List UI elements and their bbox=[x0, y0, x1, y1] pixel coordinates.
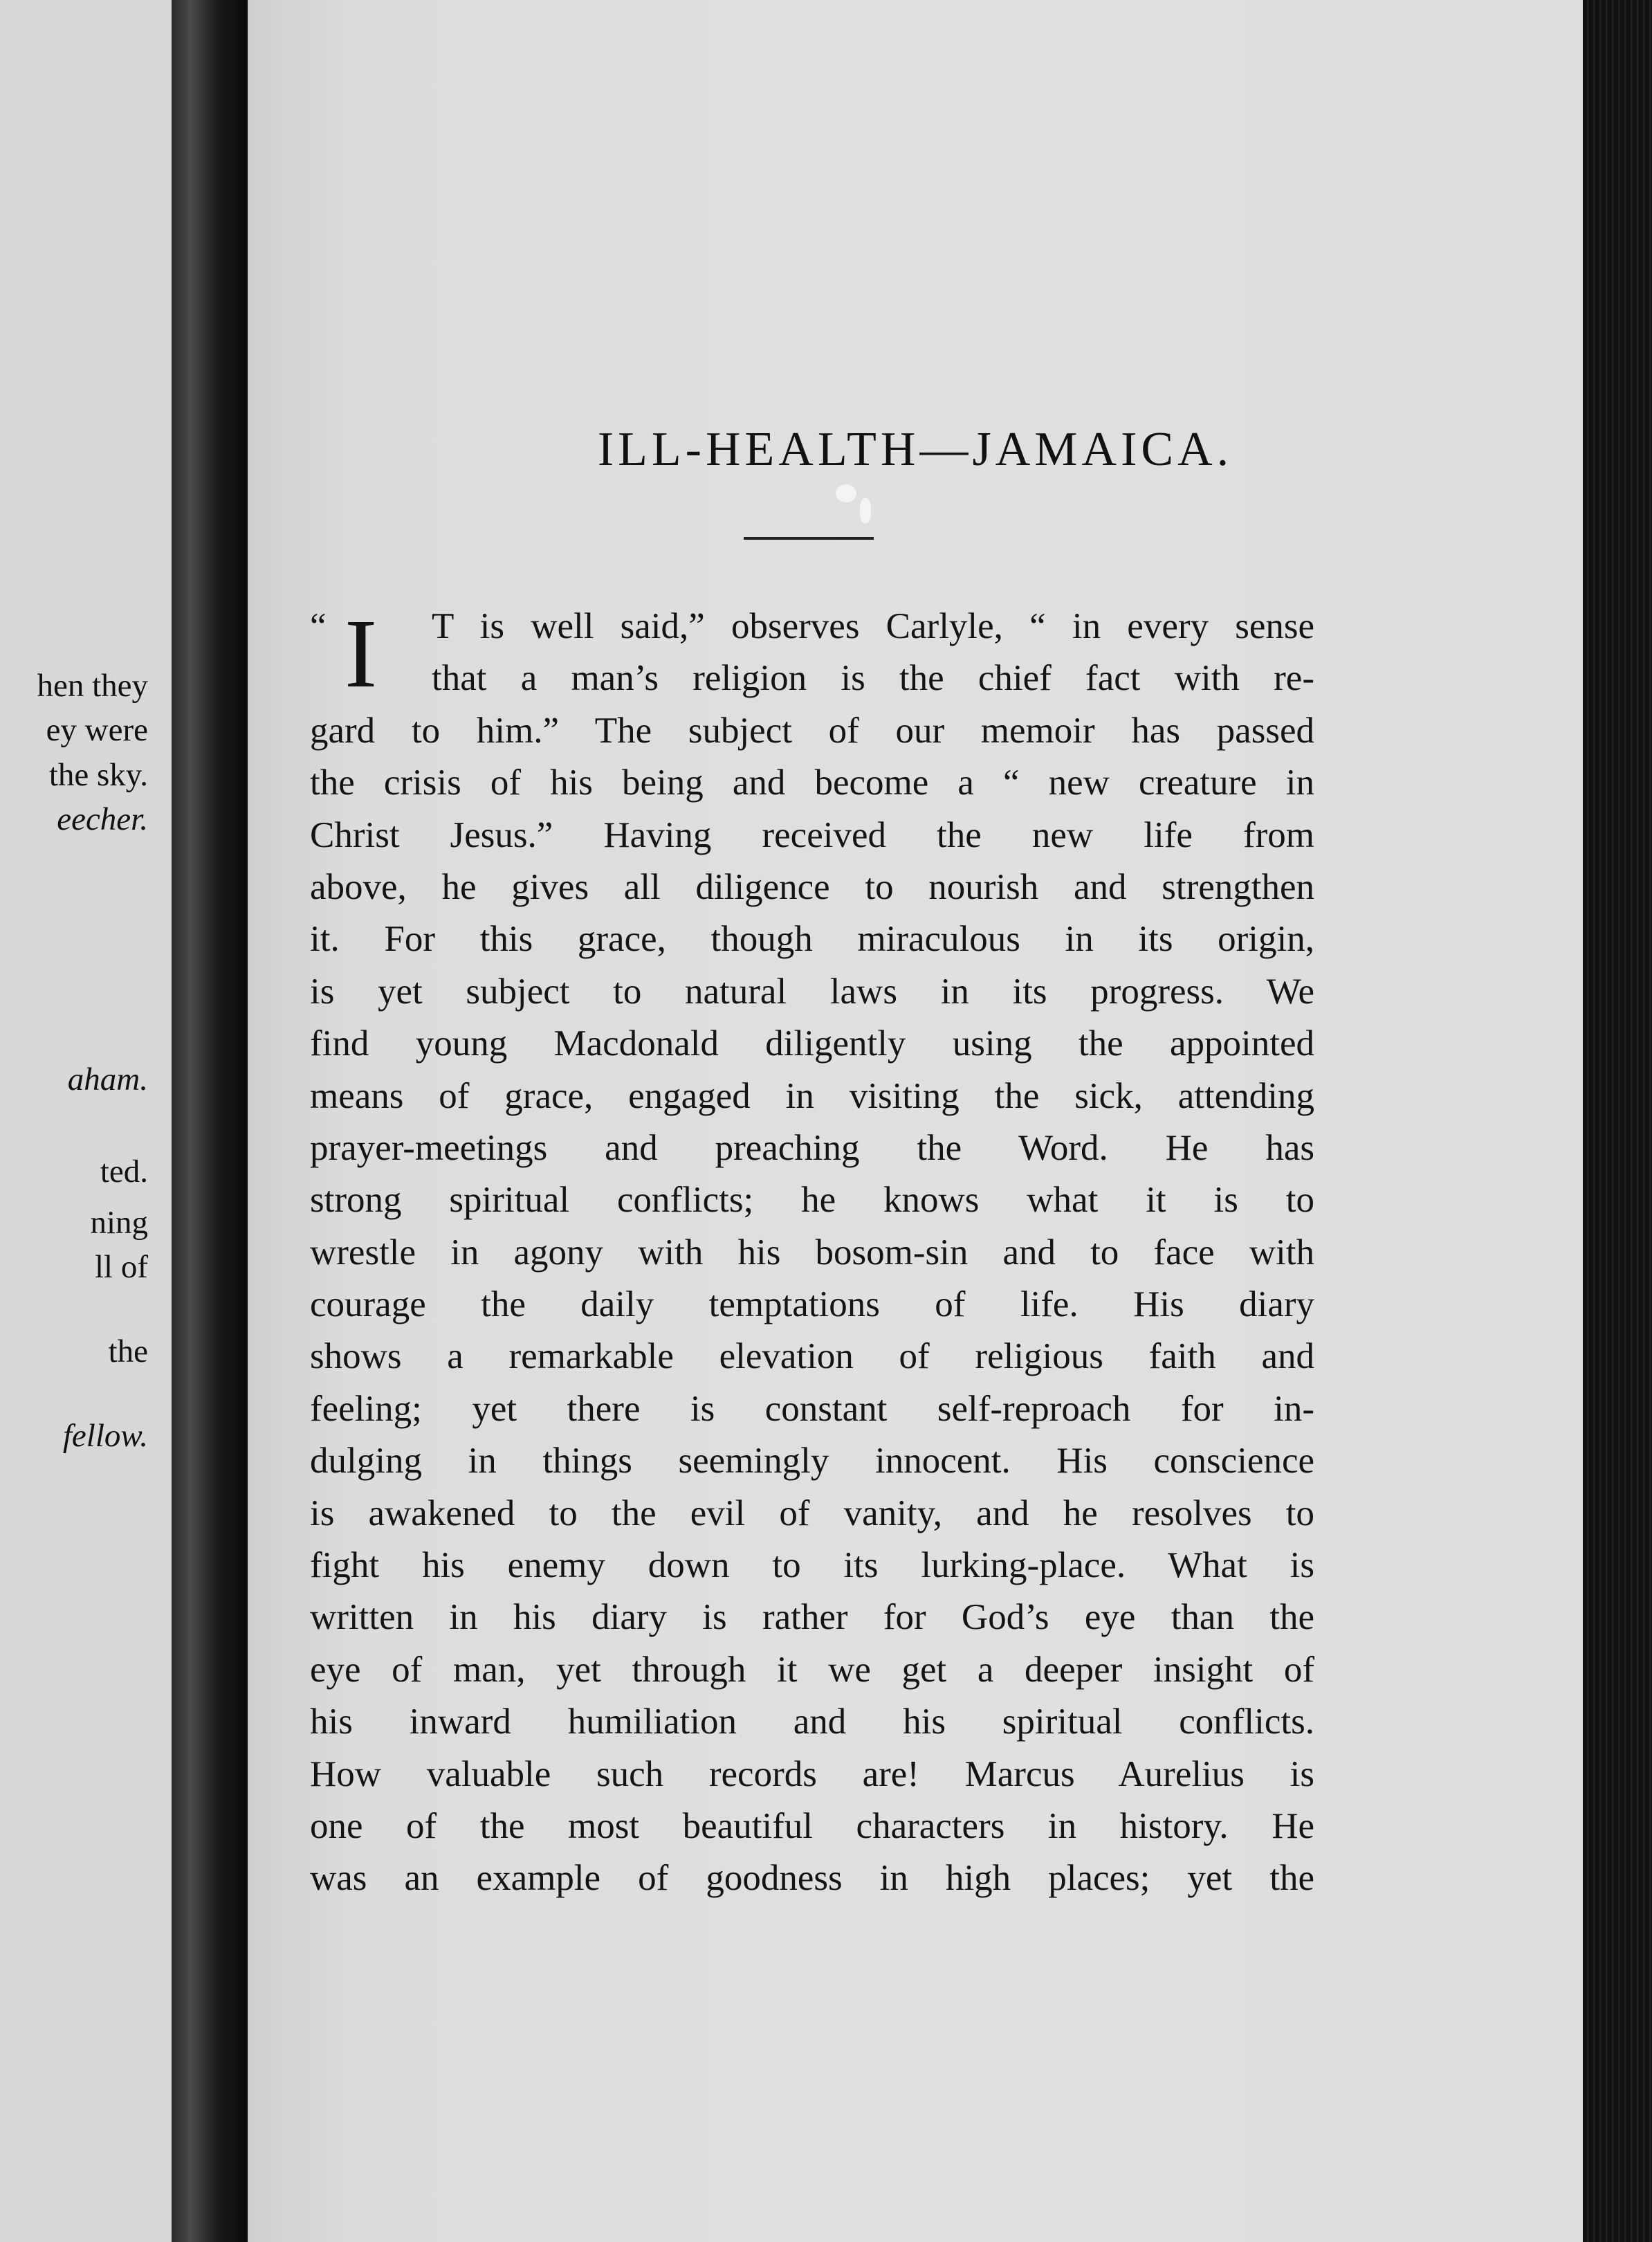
left-page-line: aham. bbox=[67, 1061, 148, 1097]
left-page-line: hen they bbox=[37, 668, 148, 704]
title-rule bbox=[744, 537, 874, 540]
previous-page-fragment bbox=[0, 0, 172, 2242]
text-line: is awakened to the evil of vanity, and he resolves to bbox=[310, 1493, 1314, 1533]
left-page-line: ning bbox=[90, 1205, 148, 1241]
text-line: prayer-meetings and preaching the Word. He has bbox=[310, 1127, 1314, 1168]
text-line: T is well said,” observes Carlyle, “ in every sense bbox=[432, 606, 1314, 646]
paper-blemish bbox=[836, 484, 856, 502]
chapter-title: ILL-HEALTH—JAMAICA. bbox=[597, 423, 1233, 476]
left-page-line: the bbox=[108, 1333, 148, 1369]
body-text bbox=[310, 601, 1314, 1905]
left-page-line: ll of bbox=[94, 1249, 148, 1285]
book-gutter bbox=[172, 0, 248, 2242]
text-line: fight his enemy down to its lurking-place. What is bbox=[310, 1545, 1314, 1586]
text-line: gard to him.” The subject of our memoir has passed bbox=[310, 710, 1314, 751]
opening-lines bbox=[310, 599, 1314, 708]
left-page-line: fellow. bbox=[62, 1418, 148, 1454]
text-line: above, he gives all diligence to nourish and strengthen bbox=[310, 866, 1314, 907]
left-page-line: the sky. bbox=[48, 757, 148, 793]
text-line: strong spiritual conflicts; he knows what it is to bbox=[310, 1180, 1314, 1221]
text-line: it. For this grace, though miraculous in its origin, bbox=[310, 919, 1314, 960]
text-line: means of grace, engaged in visiting the sick, attending bbox=[310, 1075, 1314, 1116]
text-line: find young Macdonald diligently using the appointed bbox=[310, 1023, 1314, 1064]
text-line: was an example of goodness in high places; yet the bbox=[310, 1858, 1314, 1899]
text-line: How valuable such records are! Marcus Aurelius is bbox=[310, 1753, 1314, 1794]
text-line: shows a remarkable elevation of religious faith and bbox=[310, 1336, 1314, 1377]
left-page-line: ted. bbox=[100, 1154, 148, 1190]
text-line: written in his diary is rather for God’s eye than the bbox=[310, 1597, 1314, 1638]
drop-cap: I bbox=[345, 599, 378, 708]
paper-blemish bbox=[860, 498, 871, 523]
left-page-line: ey were bbox=[46, 712, 148, 748]
text-line: his inward humiliation and his spiritual conflicts. bbox=[310, 1702, 1314, 1742]
left-page-line: eecher. bbox=[57, 801, 148, 837]
text-line: the crisis of his being and become a “ new creature in bbox=[310, 763, 1314, 803]
text-line: courage the daily temptations of life. His diary bbox=[310, 1284, 1314, 1325]
text-line: is yet subject to natural laws in its progress. We bbox=[310, 971, 1314, 1012]
text-line: Christ Jesus.” Having received the new life from bbox=[310, 814, 1314, 855]
text-line: that a man’s religion is the chief fact with re- bbox=[432, 658, 1314, 699]
text-line: eye of man, yet through it we get a deeper insight of bbox=[310, 1649, 1314, 1690]
page-stack-edge bbox=[1583, 0, 1652, 2242]
text-line: wrestle in agony with his bosom-sin and to face with bbox=[310, 1232, 1314, 1273]
body-lines bbox=[310, 705, 1314, 1905]
opening-quote-mark: “ bbox=[310, 606, 327, 646]
text-line: feeling; yet there is constant self-reproach for in- bbox=[310, 1388, 1314, 1429]
text-line: one of the most beautiful characters in history. He bbox=[310, 1806, 1314, 1846]
text-line: dulging in things seemingly innocent. His conscience bbox=[310, 1441, 1314, 1482]
